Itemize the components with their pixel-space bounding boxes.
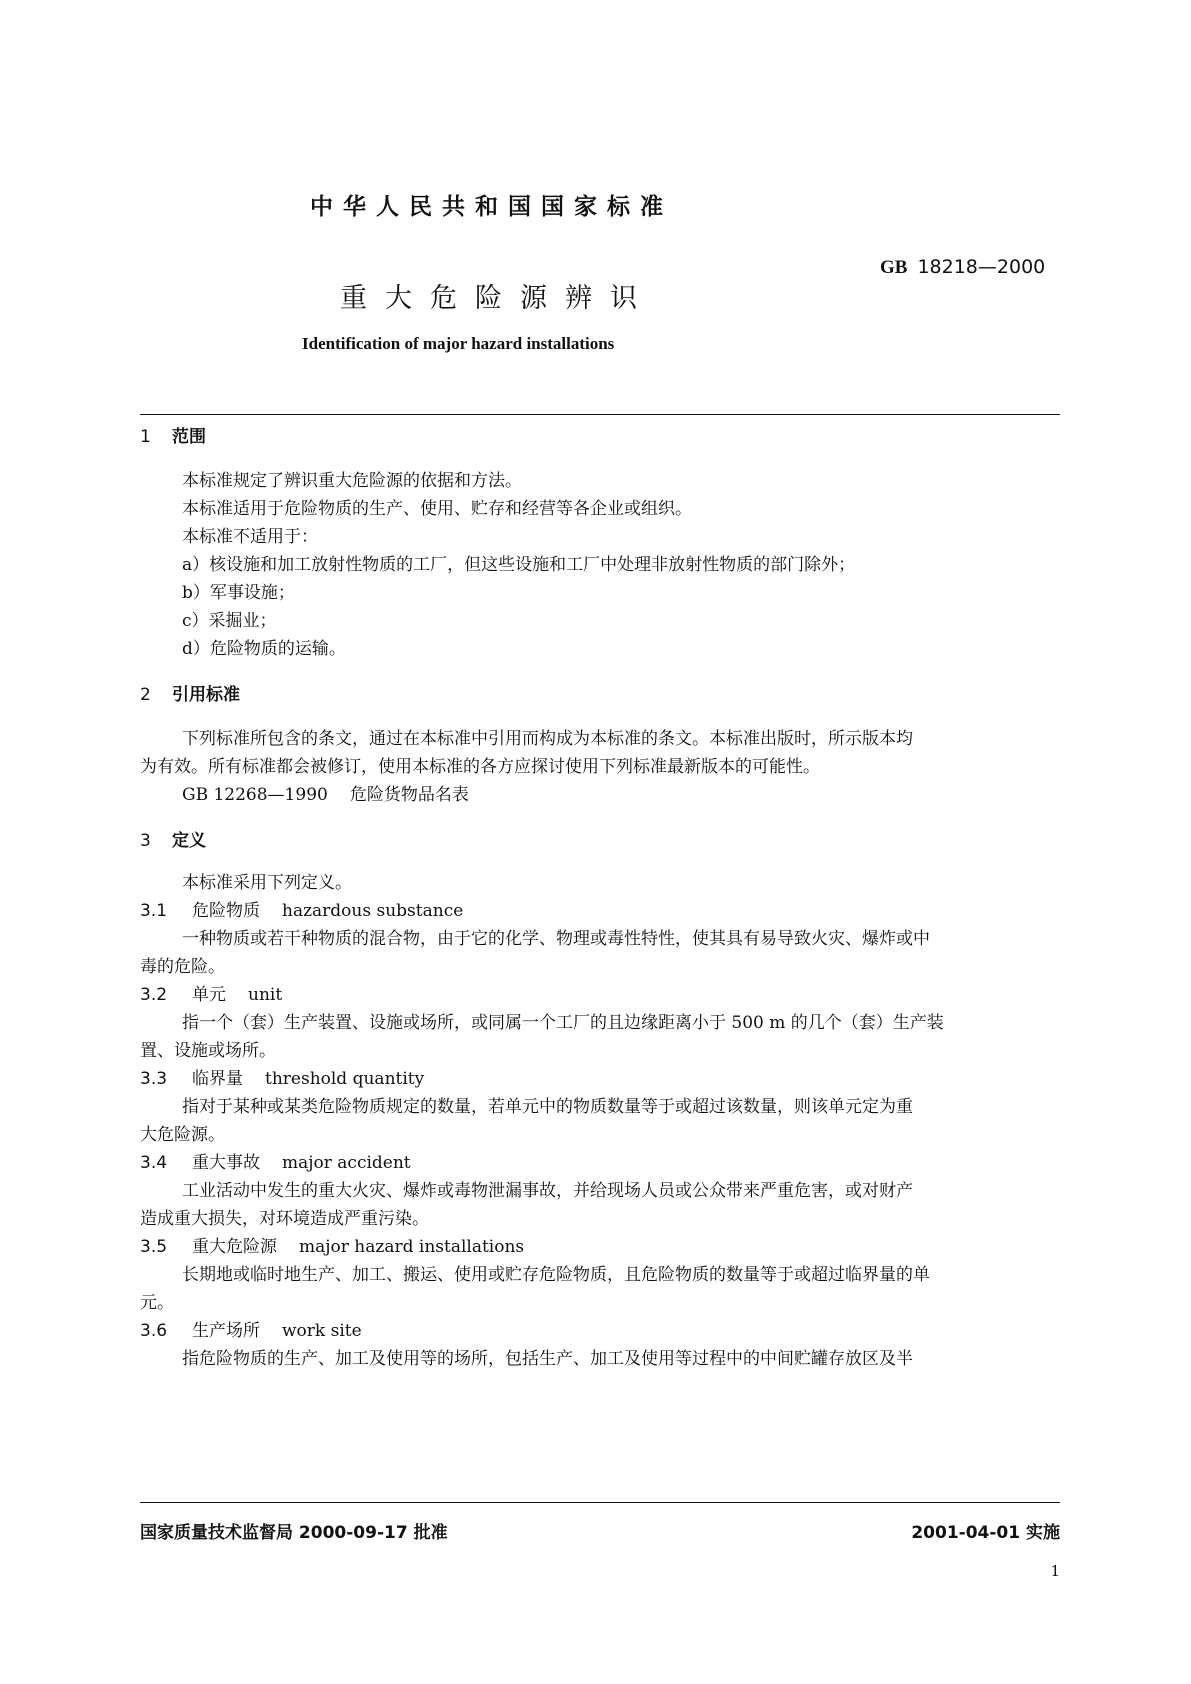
references-paragraph-line: 下列标准所包含的条文，通过在本标准中引用而构成为本标准的条文。本标准出版时，所示版本均	[182, 729, 913, 749]
section-title: 引用标准	[172, 685, 240, 705]
definition-number: 3.5	[140, 1237, 168, 1257]
definition-text: 毒的危险。	[140, 957, 225, 977]
scope-exclusion-item: d）危险物质的运输。	[182, 639, 346, 659]
definition-number: 3.1	[140, 901, 168, 921]
definition-number: 3.6	[140, 1321, 168, 1341]
definition-text: 指一个（套）生产装置、设施或场所，或同属一个工厂的且边缘距离小于 500 m 的几个（套）生产装	[182, 1013, 944, 1033]
reference-title: 危险货物品名表	[349, 785, 469, 805]
references-paragraph-line: 为有效。所有标准都会被修订，使用本标准的各方应探讨使用下列标准最新版本的可能性。	[140, 757, 820, 777]
definition-number: 3.4	[140, 1153, 168, 1173]
section-1-heading	[140, 422, 206, 447]
standard-code	[880, 256, 1045, 279]
definition-term-english: major accident	[282, 1153, 411, 1173]
definition-term: 危险物质	[192, 901, 260, 921]
scope-exclusion-item: a）核设施和加工放射性物质的工厂，但这些设施和工厂中处理非放射性物质的部门除外；	[182, 555, 856, 575]
section-title: 范围	[172, 427, 206, 447]
scope-line: 本标准规定了辨识重大危险源的依据和方法。	[182, 471, 522, 491]
section-2-heading	[140, 680, 240, 705]
definition-number: 3.3	[140, 1069, 168, 1089]
header-divider	[140, 414, 1060, 415]
national-standard-heading: 中华人民共和国国家标准	[310, 194, 673, 220]
definition-term: 临界量	[192, 1069, 243, 1089]
definition-text: 造成重大损失，对环境造成严重污染。	[140, 1209, 429, 1229]
definition-text: 工业活动中发生的重大火灾、爆炸或毒物泄漏事故，并给现场人员或公众带来严重危害，或对财产	[182, 1181, 913, 1201]
definition-term-english: hazardous substance	[282, 901, 464, 921]
approval-date: 国家质量技术监督局 2000-09-17 批准	[140, 1523, 448, 1543]
scope-exclusion-item: c）采掘业；	[182, 611, 277, 631]
definition-number: 3.2	[140, 985, 168, 1005]
definition-heading	[140, 980, 282, 1005]
definition-text: 元。	[140, 1293, 174, 1313]
definitions-intro: 本标准采用下列定义。	[182, 873, 352, 893]
scope-line: 本标准适用于危险物质的生产、使用、贮存和经营等各企业或组织。	[182, 499, 692, 519]
section-number: 3	[140, 831, 151, 851]
footer-divider	[140, 1502, 1060, 1503]
section-title: 定义	[172, 831, 206, 851]
definition-term: 重大危险源	[192, 1237, 277, 1257]
document-title: 重大危险源辨识	[340, 283, 655, 314]
implementation-date: 2001-04-01 实施	[911, 1523, 1060, 1543]
scope-line: 本标准不适用于：	[182, 527, 318, 547]
page-number: 1	[1050, 1562, 1060, 1580]
scope-exclusion-item: b）军事设施；	[182, 583, 295, 603]
definition-term-english: unit	[248, 985, 283, 1005]
definition-text: 长期地或临时地生产、加工、搬运、使用或贮存危险物质，且危险物质的数量等于或超过临界量的单	[182, 1265, 930, 1285]
definition-term-english: threshold quantity	[265, 1069, 425, 1089]
definition-heading	[140, 1064, 424, 1089]
reference-code: GB 12268—1990	[182, 785, 328, 805]
standard-code-prefix: GB	[880, 257, 908, 278]
definition-text: 一种物质或若干种物质的混合物，由于它的化学、物理或毒性特性，使其具有易导致火灾、爆炸或中	[182, 929, 930, 949]
definition-heading	[140, 1232, 524, 1257]
section-number: 2	[140, 685, 151, 705]
definition-heading	[140, 896, 463, 921]
reference-entry	[182, 780, 469, 805]
definition-term-english: major hazard installations	[299, 1237, 525, 1257]
definition-term: 生产场所	[192, 1321, 260, 1341]
section-3-heading	[140, 826, 206, 851]
definition-heading	[140, 1316, 362, 1341]
standard-code-number: 18218—2000	[917, 256, 1046, 278]
document-title-english: Identification of major hazard installations	[302, 334, 615, 353]
definition-term: 重大事故	[192, 1153, 260, 1173]
definition-text: 指对于某种或某类危险物质规定的数量，若单元中的物质数量等于或超过该数量，则该单元定为重	[182, 1097, 913, 1117]
definition-term: 单元	[192, 985, 226, 1005]
definition-text: 大危险源。	[140, 1125, 225, 1145]
definition-text: 指危险物质的生产、加工及使用等的场所，包括生产、加工及使用等过程中的中间贮罐存放区及半	[182, 1349, 913, 1369]
definition-term-english: work site	[282, 1321, 362, 1341]
definition-heading	[140, 1148, 411, 1173]
definition-text: 置、设施或场所。	[140, 1041, 276, 1061]
section-number: 1	[140, 427, 151, 447]
